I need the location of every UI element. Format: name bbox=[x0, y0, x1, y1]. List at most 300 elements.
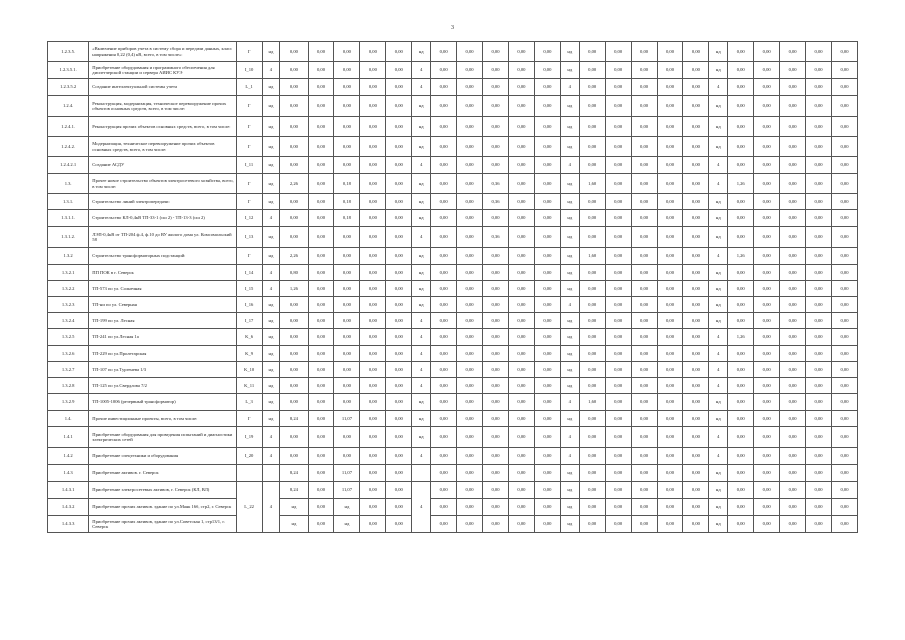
row-code: 1.2.4. bbox=[48, 96, 89, 117]
row-unit: нд bbox=[262, 174, 280, 194]
cell-value: 0,00 bbox=[579, 482, 605, 499]
cell-value: 0,00 bbox=[334, 79, 360, 96]
cell-value: 0,00 bbox=[683, 482, 709, 499]
cell-value: нд bbox=[709, 137, 728, 157]
row-code: 1.3.2.6 bbox=[48, 346, 89, 362]
cell-value: 0,00 bbox=[806, 79, 832, 96]
cell-value: 0,00 bbox=[683, 281, 709, 297]
row-code: 1.4.3.3 bbox=[48, 516, 89, 533]
cell-value: 0,00 bbox=[806, 62, 832, 79]
cell-value: 0,00 bbox=[534, 265, 560, 281]
cell-value: 4 bbox=[709, 378, 728, 394]
cell-value: 0,00 bbox=[386, 448, 412, 465]
cell-value: нд bbox=[560, 281, 579, 297]
cell-value: 0,00 bbox=[657, 362, 683, 378]
cell-value: 0,00 bbox=[780, 137, 806, 157]
cell-value: 0,00 bbox=[631, 482, 657, 499]
row-id: L_22 bbox=[236, 482, 262, 533]
cell-value: 0,00 bbox=[754, 378, 780, 394]
cell-value: 0,00 bbox=[832, 482, 858, 499]
cell-value: 0,00 bbox=[457, 96, 483, 117]
cell-value: 0,00 bbox=[728, 465, 754, 482]
cell-value: 0,00 bbox=[728, 313, 754, 329]
row-id: I_14 bbox=[236, 265, 262, 281]
cell-value: 0,00 bbox=[483, 394, 509, 411]
cell-value: 0,00 bbox=[483, 117, 509, 137]
cell-value: 0,00 bbox=[579, 346, 605, 362]
cell-value: 0,00 bbox=[631, 297, 657, 313]
cell-value: 0,00 bbox=[683, 411, 709, 427]
cell-value: 0,00 bbox=[308, 516, 334, 533]
cell-value: 4 bbox=[709, 346, 728, 362]
cell-value: 0,00 bbox=[832, 394, 858, 411]
cell-value: 0,18 bbox=[334, 210, 360, 227]
cell-value: 0,00 bbox=[728, 297, 754, 313]
cell-value: 0,00 bbox=[534, 448, 560, 465]
cell-value: 0,00 bbox=[780, 329, 806, 346]
cell-value: нд bbox=[412, 137, 431, 157]
cell-value: нд bbox=[560, 62, 579, 79]
cell-value: 0,00 bbox=[457, 79, 483, 96]
cell-value: 0,00 bbox=[832, 465, 858, 482]
cell-value: 0,00 bbox=[631, 157, 657, 174]
cell-value: нд bbox=[560, 248, 579, 265]
cell-value: 0,00 bbox=[806, 194, 832, 210]
row-unit: нд bbox=[262, 79, 280, 96]
cell-value: 0,00 bbox=[780, 516, 806, 533]
cell-value: 0,00 bbox=[360, 427, 386, 448]
cell-value: нд bbox=[560, 482, 579, 499]
row-unit: нд bbox=[262, 117, 280, 137]
cell-value: 0,00 bbox=[308, 313, 334, 329]
row-name: ЛЭП-0,4кВ от ТП-204 ф.4, ф.10 до ВУ жилого дома ул. Комсомольский 58 bbox=[89, 227, 236, 248]
cell-value: нд bbox=[560, 499, 579, 516]
cell-value: 0,00 bbox=[280, 210, 308, 227]
row-name: Строительство КЛ-0,4кВ ТП-33-1 (сш 2) - ТП-13-3 (сш 2) bbox=[89, 210, 236, 227]
row-id: L_3 bbox=[236, 394, 262, 411]
cell-value: 0,00 bbox=[605, 346, 631, 362]
cell-value: 0,00 bbox=[457, 137, 483, 157]
row-code: 1.3.2.7 bbox=[48, 362, 89, 378]
cell-value: 0,00 bbox=[483, 79, 509, 96]
row-id: L_1 bbox=[236, 79, 262, 96]
cell-value: 0,80 bbox=[280, 265, 308, 281]
cell-value: 0,00 bbox=[508, 248, 534, 265]
cell-value: 0,00 bbox=[360, 42, 386, 62]
cell-value: 0,00 bbox=[360, 482, 386, 499]
cell-value: 0,00 bbox=[579, 499, 605, 516]
cell-value: 11,07 bbox=[334, 465, 360, 482]
cell-value: 0,00 bbox=[806, 346, 832, 362]
cell-value: 0,00 bbox=[754, 346, 780, 362]
row-code: 1.3.2.1 bbox=[48, 265, 89, 281]
cell-value: 0,00 bbox=[754, 313, 780, 329]
cell-value: 0,00 bbox=[308, 157, 334, 174]
row-name: Приобретение оборудования для проведения испытаний и диагностики электрических сетей bbox=[89, 427, 236, 448]
cell-value: нд bbox=[560, 265, 579, 281]
cell-value: 0,00 bbox=[780, 411, 806, 427]
cell-value: нд bbox=[709, 265, 728, 281]
cell-value: 0,00 bbox=[386, 516, 412, 533]
cell-value: 0,00 bbox=[386, 227, 412, 248]
cell-value: 0,00 bbox=[386, 465, 412, 482]
cell-value: 0,00 bbox=[605, 210, 631, 227]
cell-value: 0,00 bbox=[657, 265, 683, 281]
cell-value: 0,00 bbox=[534, 516, 560, 533]
cell-value: 0,00 bbox=[832, 96, 858, 117]
row-unit: нд bbox=[262, 346, 280, 362]
cell-value: 8,24 bbox=[280, 482, 308, 499]
cell-value: 0,00 bbox=[308, 465, 334, 482]
cell-value: 0,00 bbox=[280, 297, 308, 313]
cell-value: 4 bbox=[709, 329, 728, 346]
cell-value: 0,00 bbox=[508, 313, 534, 329]
cell-value: нд bbox=[709, 210, 728, 227]
cell-value: 8,24 bbox=[280, 465, 308, 482]
cell-value: 4 bbox=[709, 248, 728, 265]
row-unit: 4 bbox=[262, 448, 280, 465]
row-unit: нд bbox=[262, 394, 280, 411]
cell-value: 0,36 bbox=[483, 174, 509, 194]
cell-value: 0,00 bbox=[457, 346, 483, 362]
row-id: Г bbox=[236, 248, 262, 265]
cell-value: 0,00 bbox=[631, 42, 657, 62]
cell-value: нд bbox=[709, 96, 728, 117]
row-name: Реконструкция прочих объектов основных средств, всего, в том числе: bbox=[89, 117, 236, 137]
cell-value: 0,00 bbox=[308, 117, 334, 137]
cell-value: 0,00 bbox=[457, 482, 483, 499]
cell-value: 0,00 bbox=[508, 499, 534, 516]
cell-value: 0,00 bbox=[386, 96, 412, 117]
cell-value: 0,00 bbox=[360, 248, 386, 265]
cell-value: 8,24 bbox=[280, 411, 308, 427]
row-id: Г bbox=[236, 137, 262, 157]
cell-value: 0,00 bbox=[780, 281, 806, 297]
cell-value: 0,00 bbox=[683, 157, 709, 174]
cell-value: 0,00 bbox=[431, 137, 457, 157]
cell-value: 0,00 bbox=[534, 96, 560, 117]
cell-value: 0,00 bbox=[683, 117, 709, 137]
cell-value: 0,00 bbox=[579, 137, 605, 157]
table-row bbox=[48, 411, 858, 427]
cell-value: 4 bbox=[412, 448, 431, 465]
cell-value: 0,00 bbox=[579, 362, 605, 378]
cell-value: нд bbox=[709, 297, 728, 313]
row-unit: нд bbox=[262, 329, 280, 346]
cell-value: 0,00 bbox=[483, 42, 509, 62]
cell-value: 0,00 bbox=[683, 346, 709, 362]
cell-value: 4 bbox=[709, 427, 728, 448]
cell-value: 0,00 bbox=[631, 448, 657, 465]
cell-value: 0,00 bbox=[431, 482, 457, 499]
cell-value: 0,00 bbox=[431, 174, 457, 194]
cell-value: 0,00 bbox=[386, 248, 412, 265]
row-id: I_12 bbox=[236, 210, 262, 227]
page-number: 3 bbox=[451, 25, 454, 31]
cell-value: 0,00 bbox=[657, 346, 683, 362]
cell-value: нд bbox=[412, 411, 431, 427]
cell-value: нд bbox=[560, 117, 579, 137]
cell-value: 0,00 bbox=[334, 427, 360, 448]
cell-value: 0,00 bbox=[534, 79, 560, 96]
cell-value: 0,00 bbox=[308, 62, 334, 79]
cell-value: 0,00 bbox=[508, 96, 534, 117]
cell-value: 0,00 bbox=[832, 194, 858, 210]
cell-value: нд bbox=[560, 465, 579, 482]
cell-value: 0,00 bbox=[334, 346, 360, 362]
cell-value: 0,00 bbox=[780, 210, 806, 227]
row-code: 1.3.1.1. bbox=[48, 210, 89, 227]
cell-value: 0,00 bbox=[832, 297, 858, 313]
row-code: 1.4.3.1 bbox=[48, 482, 89, 499]
cell-value: 0,00 bbox=[534, 62, 560, 79]
row-unit: нд bbox=[262, 362, 280, 378]
cell-value: 0,00 bbox=[431, 411, 457, 427]
row-id: K_9 bbox=[236, 346, 262, 362]
cell-value: 0,00 bbox=[360, 313, 386, 329]
cell-value: 0,00 bbox=[754, 79, 780, 96]
cell-value: 0,00 bbox=[605, 96, 631, 117]
cell-value: 0,00 bbox=[657, 411, 683, 427]
cell-value: 0,00 bbox=[754, 482, 780, 499]
row-id: I_17 bbox=[236, 313, 262, 329]
cell-value: 0,00 bbox=[508, 394, 534, 411]
cell-value: 0,00 bbox=[483, 329, 509, 346]
cell-value: 0,00 bbox=[683, 265, 709, 281]
cell-value: 0,00 bbox=[657, 210, 683, 227]
cell-value: 0,00 bbox=[483, 157, 509, 174]
cell-value: 4 bbox=[560, 448, 579, 465]
table-row bbox=[48, 329, 858, 346]
cell-value: нд bbox=[560, 194, 579, 210]
row-name: ТП-107 по ул.Тургенева 1/3 bbox=[89, 362, 236, 378]
cell-value: 0,00 bbox=[386, 210, 412, 227]
cell-value: 0,00 bbox=[631, 248, 657, 265]
cell-value: 0,00 bbox=[280, 427, 308, 448]
cell-value: 0,00 bbox=[431, 265, 457, 281]
cell-value: 0,00 bbox=[280, 79, 308, 96]
cell-value: 0,00 bbox=[386, 329, 412, 346]
row-name: ТП-125 по ул.Свердлова 7/2 bbox=[89, 378, 236, 394]
cell-value: 4 bbox=[412, 378, 431, 394]
cell-value: нд bbox=[709, 313, 728, 329]
cell-value: 0,00 bbox=[579, 42, 605, 62]
cell-value: 0,00 bbox=[386, 297, 412, 313]
cell-value: 0,00 bbox=[806, 117, 832, 137]
cell-value: 0,00 bbox=[457, 248, 483, 265]
cell-value: 0,00 bbox=[360, 411, 386, 427]
cell-value: 0,18 bbox=[334, 174, 360, 194]
cell-value: 0,00 bbox=[431, 96, 457, 117]
cell-value: 0,00 bbox=[508, 174, 534, 194]
cell-value: 0,00 bbox=[360, 329, 386, 346]
cell-value: 0,00 bbox=[754, 516, 780, 533]
cell-value: нд bbox=[560, 227, 579, 248]
cell-value: нд bbox=[560, 346, 579, 362]
cell-value: 0,00 bbox=[579, 96, 605, 117]
cell-value: 0,00 bbox=[508, 329, 534, 346]
cell-value: 0,00 bbox=[334, 117, 360, 137]
cell-value: 0,00 bbox=[832, 117, 858, 137]
table-body bbox=[48, 42, 858, 533]
cell-value: 0,00 bbox=[605, 157, 631, 174]
cell-value: 0,00 bbox=[483, 313, 509, 329]
cell-value: 0,00 bbox=[457, 516, 483, 533]
cell-value: 0,00 bbox=[806, 482, 832, 499]
cell-value: 0,00 bbox=[631, 346, 657, 362]
cell-value: 0,00 bbox=[280, 394, 308, 411]
cell-value: 0,00 bbox=[308, 137, 334, 157]
cell-value: 0,00 bbox=[683, 137, 709, 157]
cell-value: 0,00 bbox=[780, 194, 806, 210]
cell-value: 0,00 bbox=[806, 174, 832, 194]
cell-value: 0,00 bbox=[728, 378, 754, 394]
cell-value: 0,00 bbox=[280, 227, 308, 248]
cell-value: 4 bbox=[560, 394, 579, 411]
cell-value: нд bbox=[412, 394, 431, 411]
cell-value: 0,00 bbox=[754, 499, 780, 516]
cell-value: 0,00 bbox=[308, 362, 334, 378]
cell-value: 0,00 bbox=[832, 411, 858, 427]
cell-value: 0,00 bbox=[508, 346, 534, 362]
cell-value: 0,00 bbox=[579, 227, 605, 248]
table-row bbox=[48, 427, 858, 448]
cell-value: 0,00 bbox=[483, 137, 509, 157]
cell-value: 0,00 bbox=[780, 297, 806, 313]
cell-value: 0,00 bbox=[508, 265, 534, 281]
cell-value: 0,00 bbox=[534, 499, 560, 516]
cell-value: 0,00 bbox=[483, 346, 509, 362]
row-code: 1.2.4.2. bbox=[48, 137, 89, 157]
cell-value: 0,00 bbox=[754, 96, 780, 117]
cell-value: 0,00 bbox=[334, 297, 360, 313]
cell-value: нд bbox=[560, 96, 579, 117]
cell-value: 2,26 bbox=[280, 248, 308, 265]
cell-value: 0,00 bbox=[334, 378, 360, 394]
cell-value: 0,00 bbox=[754, 157, 780, 174]
cell-value: 0,00 bbox=[280, 194, 308, 210]
table-row bbox=[48, 79, 858, 96]
cell-value: 0,00 bbox=[457, 157, 483, 174]
cell-value: 0,00 bbox=[832, 427, 858, 448]
cell-value: 0,00 bbox=[431, 427, 457, 448]
row-name: Приобретение прочих активов, здание по ул.Советская 1, стр13/1, г. Северск bbox=[89, 516, 236, 533]
cell-value: 0,00 bbox=[508, 378, 534, 394]
cell-value: 0,00 bbox=[360, 174, 386, 194]
cell-value: 0,00 bbox=[457, 174, 483, 194]
cell-value: 0,00 bbox=[534, 378, 560, 394]
cell-value: 0,00 bbox=[334, 362, 360, 378]
cell-value: 0,00 bbox=[832, 313, 858, 329]
cell-value: 0,00 bbox=[579, 265, 605, 281]
cell-value: 0,00 bbox=[457, 411, 483, 427]
cell-value: 0,00 bbox=[754, 281, 780, 297]
cell-value: 0,00 bbox=[780, 227, 806, 248]
cell-value: 0,00 bbox=[683, 499, 709, 516]
cell-value: 0,00 bbox=[360, 210, 386, 227]
cell-value: 0,00 bbox=[579, 194, 605, 210]
row-code: 1.3.2.8 bbox=[48, 378, 89, 394]
row-unit: нд bbox=[262, 248, 280, 265]
cell-value: 0,00 bbox=[457, 465, 483, 482]
cell-value: 0,00 bbox=[605, 137, 631, 157]
cell-value: 0,00 bbox=[386, 482, 412, 499]
cell-value: нд bbox=[560, 313, 579, 329]
cell-value: 0,00 bbox=[483, 499, 509, 516]
cell-value: 0,00 bbox=[780, 465, 806, 482]
table-row bbox=[48, 117, 858, 137]
cell-value: 0,00 bbox=[631, 96, 657, 117]
cell-value: нд bbox=[709, 465, 728, 482]
cell-value: 0,00 bbox=[360, 79, 386, 96]
cell-value: 0,00 bbox=[683, 248, 709, 265]
cell-value: 0,00 bbox=[508, 210, 534, 227]
cell-value: 0,00 bbox=[683, 62, 709, 79]
row-code: 1.2.3.5.2 bbox=[48, 79, 89, 96]
cell-value: 0,00 bbox=[683, 210, 709, 227]
cell-value: 0,00 bbox=[534, 346, 560, 362]
cell-value: 0,00 bbox=[631, 378, 657, 394]
cell-value: 0,00 bbox=[728, 210, 754, 227]
cell-value: 0,00 bbox=[386, 137, 412, 157]
cell-value: 0,00 bbox=[806, 411, 832, 427]
cell-value: 0,00 bbox=[534, 427, 560, 448]
cell-value: 0,00 bbox=[683, 313, 709, 329]
cell-value: 0,00 bbox=[806, 96, 832, 117]
cell-value: 0,00 bbox=[605, 117, 631, 137]
cell-value: 0,00 bbox=[386, 62, 412, 79]
cell-value: 0,00 bbox=[457, 329, 483, 346]
cell-value: 0,00 bbox=[308, 227, 334, 248]
row-unit: 4 bbox=[262, 281, 280, 297]
cell-value: 0,00 bbox=[780, 117, 806, 137]
cell-value: 0,00 bbox=[280, 42, 308, 62]
cell-value: 0,00 bbox=[508, 411, 534, 427]
cell-value: 0,00 bbox=[631, 79, 657, 96]
cell-value: 0,00 bbox=[683, 297, 709, 313]
cell-value: 0,00 bbox=[483, 362, 509, 378]
cell-value: 0,00 bbox=[431, 117, 457, 137]
cell-value: 0,00 bbox=[754, 42, 780, 62]
cell-value: 0,00 bbox=[534, 329, 560, 346]
row-code: 1.3.2.3 bbox=[48, 297, 89, 313]
cell-value: 11,07 bbox=[334, 482, 360, 499]
cell-value: 0,00 bbox=[832, 378, 858, 394]
cell-value: 4 bbox=[412, 313, 431, 329]
cell-value: 0,00 bbox=[832, 79, 858, 96]
cell-value: 0,00 bbox=[483, 96, 509, 117]
cell-value: 0,00 bbox=[657, 248, 683, 265]
cell-value: 0,00 bbox=[832, 227, 858, 248]
cell-value: 0,00 bbox=[631, 499, 657, 516]
row-name: Приобретение прочих активов. здание по ул.Маяк 16б, стр2, г. Северск bbox=[89, 499, 236, 516]
cell-value: 0,00 bbox=[334, 329, 360, 346]
cell-value: 0,00 bbox=[308, 210, 334, 227]
cell-value: 0,00 bbox=[431, 227, 457, 248]
cell-value: 0,00 bbox=[780, 42, 806, 62]
cell-value: 0,00 bbox=[657, 516, 683, 533]
cell-value: 0,00 bbox=[386, 194, 412, 210]
cell-value: 0,00 bbox=[431, 465, 457, 482]
cell-value: 0,00 bbox=[780, 499, 806, 516]
cell-value: 0,00 bbox=[334, 157, 360, 174]
cell-value: 1,26 bbox=[280, 281, 308, 297]
row-code: 1.4.1 bbox=[48, 427, 89, 448]
cell-value: 0,00 bbox=[683, 42, 709, 62]
row-name: Прочее новое строительство объектов электросетевого хозяйства, всего, в том числе: bbox=[89, 174, 236, 194]
cell-value: 0,00 bbox=[605, 516, 631, 533]
cell-value: 0,00 bbox=[806, 157, 832, 174]
